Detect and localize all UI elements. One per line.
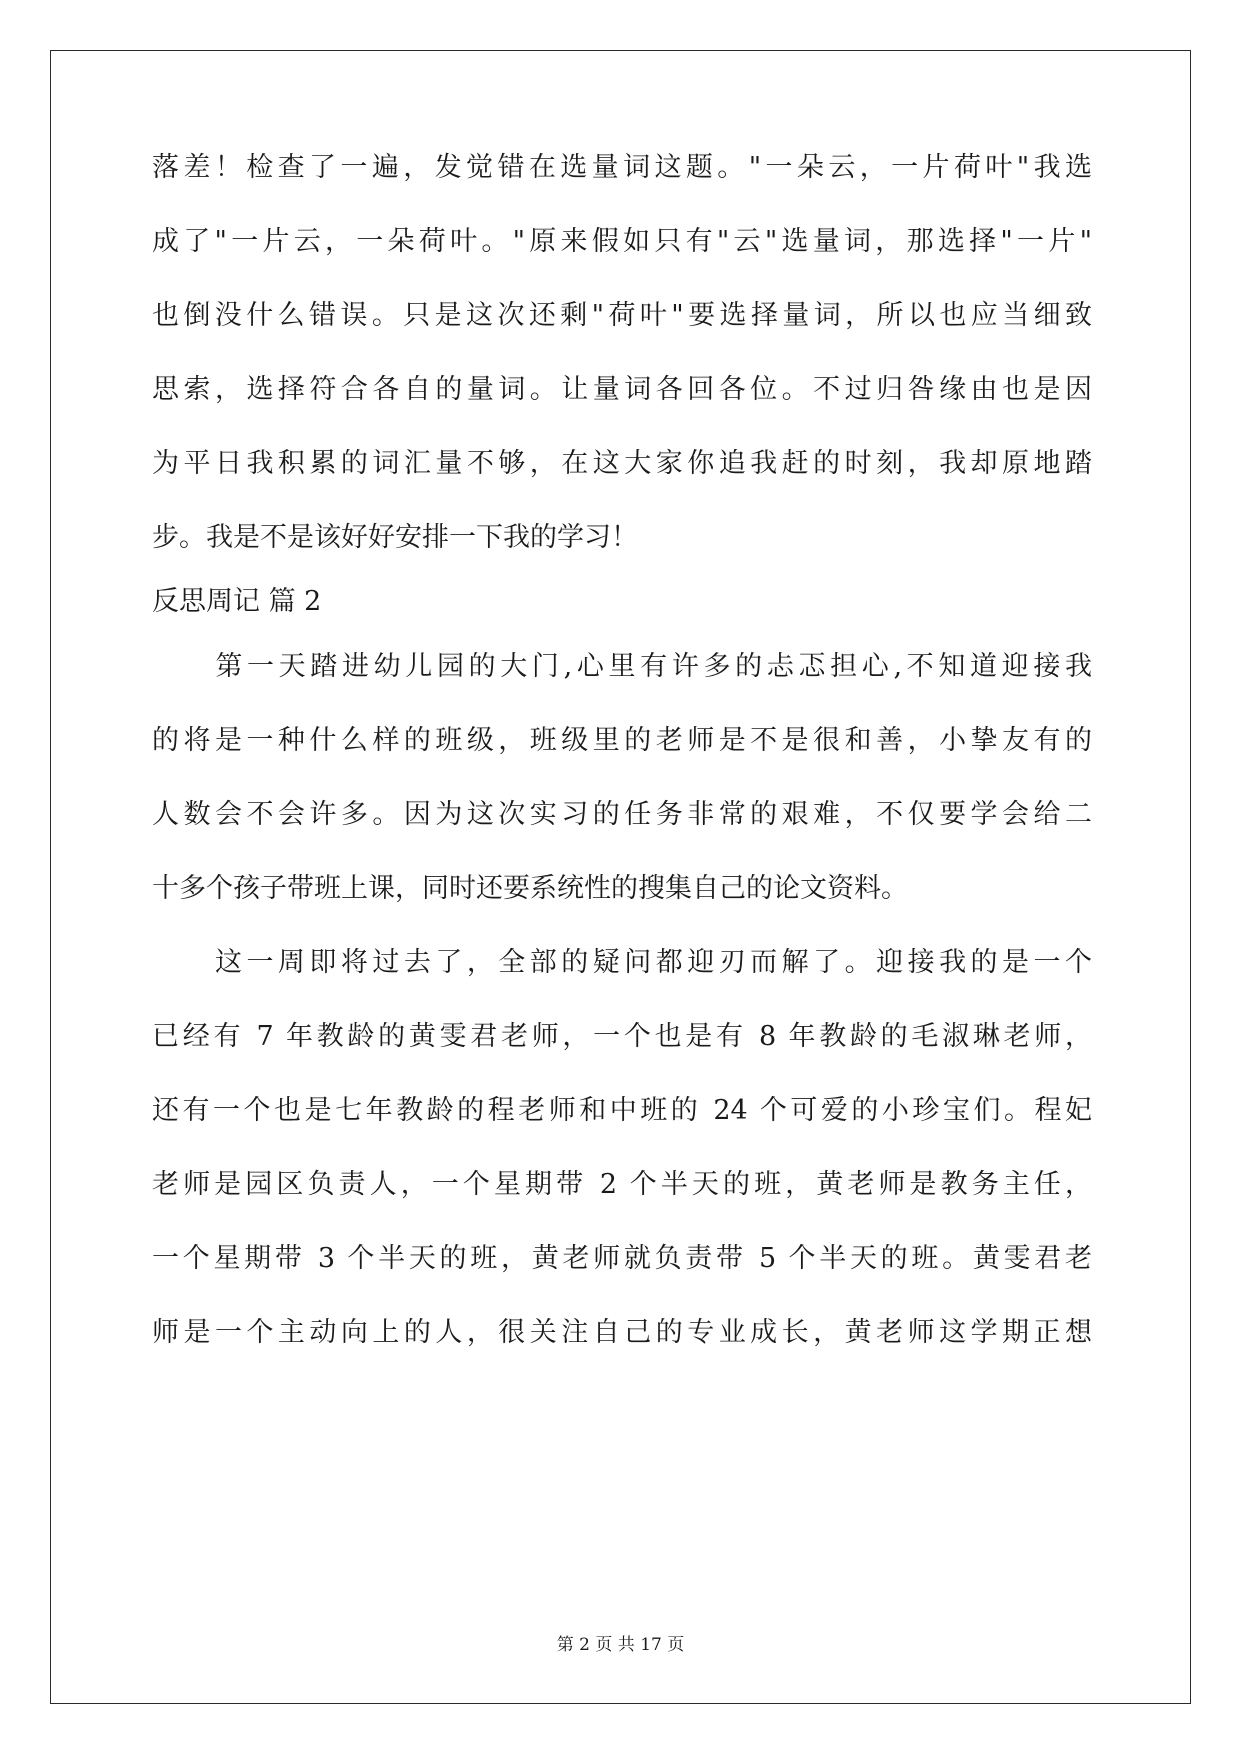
text-line: 第一天踏进幼儿园的大门,心里有许多的忐忑担心,不知道迎接我	[152, 651, 1092, 682]
text-line: 落差！检查了一遍，发觉错在选量词这题。"一朵云，一片荷叶"我选	[152, 152, 1092, 183]
text-line: 还有一个也是七年教龄的程老师和中班的 24 个可爱的小珍宝们。程妃	[152, 1095, 1092, 1126]
text-line: 一个星期带 3 个半天的班，黄老师就负责带 5 个半天的班。黄雯君老	[152, 1243, 1092, 1274]
text-line: 思索，选择符合各自的量词。让量词各回各位。不过归咎缘由也是因	[152, 374, 1092, 405]
text-line: 为平日我积累的词汇量不够，在这大家你追我赶的时刻，我却原地踏	[152, 448, 1092, 479]
text-line: 成了"一片云，一朵荷叶。"原来假如只有"云"选量词，那选择"一片"	[152, 226, 1092, 257]
text-line: 人数会不会许多。因为这次实习的任务非常的艰难，不仅要学会给二	[152, 799, 1092, 830]
page-number: 第 2 页 共 17 页	[556, 1635, 685, 1655]
text-line: 十多个孩子带班上课，同时还要系统性的搜集自己的论文资料。	[152, 873, 908, 904]
text-line: 这一周即将过去了，全部的疑问都迎刃而解了。迎接我的是一个	[152, 947, 1092, 978]
text-line: 的将是一种什么样的班级，班级里的老师是不是很和善，小挚友有的	[152, 725, 1092, 756]
text-line: 已经有 7 年教龄的黄雯君老师，一个也是有 8 年教龄的毛淑琳老师，	[152, 1021, 1092, 1052]
text-line: 步。我是不是该好好安排一下我的学习！	[152, 522, 638, 553]
text-line: 也倒没什么错误。只是这次还剩"荷叶"要选择量词，所以也应当细致	[152, 300, 1092, 331]
text-line: 老师是园区负责人，一个星期带 2 个半天的班，黄老师是教务主任，	[152, 1169, 1092, 1200]
section-heading: 反思周记 篇 2	[152, 586, 322, 617]
text-line: 师是一个主动向上的人，很关注自己的专业成长，黄老师这学期正想	[152, 1317, 1092, 1348]
